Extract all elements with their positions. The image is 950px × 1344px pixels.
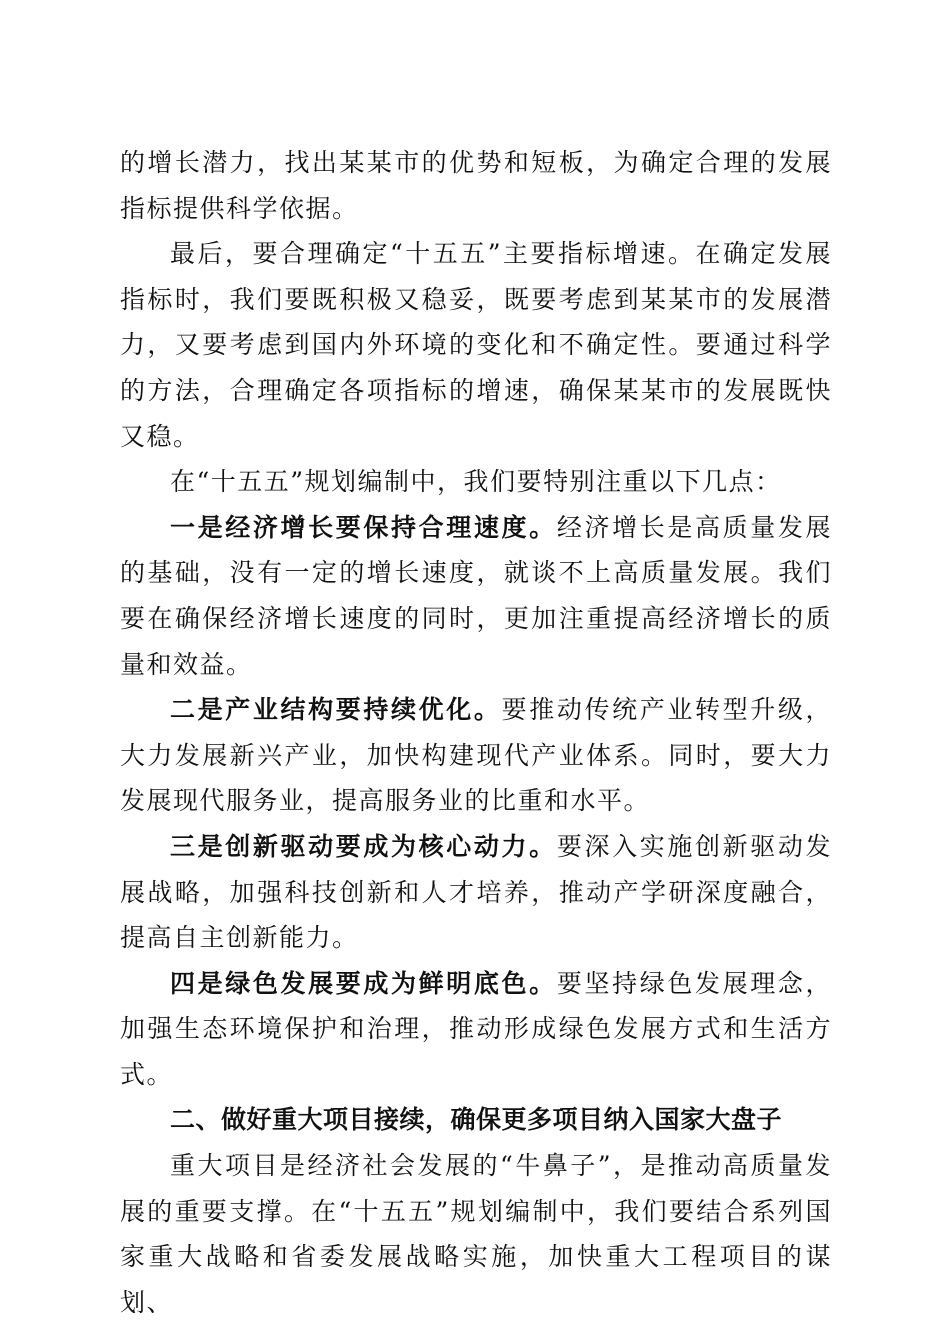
point-three-lead: 三是创新驱动要成为核心动力。 [170, 831, 557, 861]
paragraph-major-projects: 重大项目是经济社会发展的“牛鼻子”，是推动高质量发展的重要支撑。在“十五五”规划编制中，我们要结合系列国家重大战略和省委发展战略实施，加快重大工程项目的谋划、 [120, 1151, 832, 1317]
paragraph-point-three [120, 824, 832, 961]
point-four-lead: 四是绿色发展要成为鲜明底色。 [170, 968, 557, 998]
document-body [120, 140, 832, 1325]
section-heading-two: 二、做好重大项目接续，确保更多项目纳入国家大盘子 [170, 1105, 783, 1135]
point-two-body: 要推动传统产业转型升级，大力发展新兴产业，加快构建现代产业体系。同时，要大力发展现代服务业，提高服务业的比重和水平。 [120, 695, 832, 816]
paragraph-growth-targets: 最后，要合理确定“十五五”主要指标增速。在确定发展指标时，我们要既积极又稳妥，既要考虑到某某市的发展潜力，又要考虑到国内外环境的变化和不确定性。要通过科学的方法，合理确定各项指标的增速，确保某某市的发展既快又稳。 [120, 239, 832, 451]
point-four-body: 要坚持绿色发展理念，加强生态环境保护和治理，推动形成绿色发展方式和生活方式。 [120, 968, 832, 1089]
paragraph-point-two [120, 687, 832, 824]
point-one-lead: 一是经济增长要保持合理速度。 [170, 512, 557, 542]
paragraph-point-one [120, 505, 832, 687]
point-one-body: 经济增长是高质量发展的基础，没有一定的增长速度，就谈不上高质量发展。我们要在确保经济增长速度的同时，更加注重提高经济增长的质量和效益。 [120, 512, 832, 679]
paragraph-key-points-intro: 在“十五五”规划编制中，我们要特别注重以下几点： [170, 467, 782, 497]
paragraph-continuation: 的增长潜力，找出某某市的优势和短板，为确定合理的发展指标提供科学依据。 [120, 148, 832, 223]
point-three-body: 要深入实施创新驱动发展战略，加强科技创新和人才培养，推动产学研深度融合，提高自主创新能力。 [120, 831, 832, 953]
point-two-lead: 二是产业结构要持续优化。 [170, 695, 502, 725]
paragraph-point-four [120, 961, 832, 1098]
